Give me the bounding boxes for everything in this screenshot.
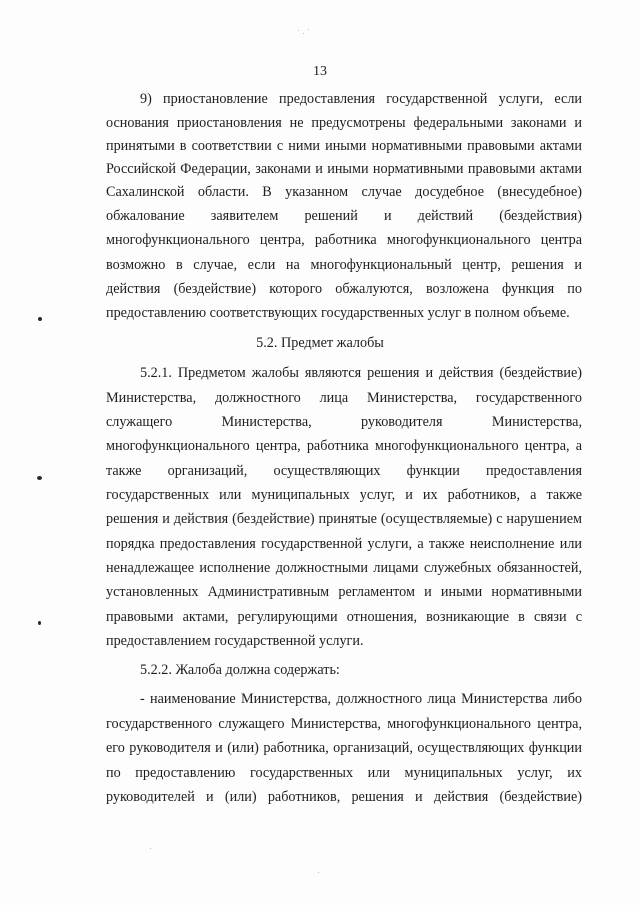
paragraph-line: 5.2.2. Жалоба должна содержать:	[140, 662, 340, 678]
paragraph-line: установленных Административным регламентом и иными нормативными	[106, 584, 582, 600]
paragraph-line: Российской Федерации, законами и иными нормативными правовыми актами	[106, 161, 582, 177]
paragraph-line: решения и действия (бездействие) принятые (осуществляемые) с нарушением	[106, 511, 582, 527]
paragraph-line: ненадлежащее исполнение должностными лицами служебных обязанностей,	[106, 560, 582, 576]
paragraph-line: возможно в случае, если на многофункциональный центр, решения и	[106, 257, 582, 273]
paragraph-line: государственных или муниципальных услуг, и их работников, а также	[106, 487, 582, 503]
paragraph-line: правовыми актами, регулирующими отношения, возникающие в связи с	[106, 609, 582, 625]
paragraph-line: Сахалинской области. В указанном случае досудебное (внесудебное)	[106, 184, 582, 200]
paragraph-line: 5.2.1. Предметом жалобы являются решения и действия (бездействие)	[140, 365, 582, 381]
scan-speck	[298, 30, 299, 31]
paragraph-line: также организаций, осуществляющих функции предоставления	[106, 463, 582, 479]
paragraph-line: действия (бездействие) которого обжалуются, возложена функция по	[106, 281, 582, 297]
paragraph-line: его руководителя и (или) работника, организаций, осуществляющих функции	[106, 740, 582, 756]
paragraph-line: порядка предоставления государственной услуги, а также неисполнение или	[106, 536, 582, 552]
page-number: 13	[313, 64, 327, 79]
punch-hole-mark	[38, 621, 41, 625]
section-heading: 5.2. Предмет жалобы	[256, 335, 384, 351]
paragraph-line: предоставлению соответствующих государственных услуг в полном объеме.	[106, 305, 570, 321]
paragraph-line: 9) приостановление предоставления государственной услуги, если	[140, 91, 582, 107]
paragraph-line: многофункционального центра, работника многофункционального центра	[106, 232, 582, 248]
scan-speck	[318, 872, 319, 873]
scan-speck	[308, 29, 309, 30]
paragraph-line: Министерства, должностного лица Министерства, государственного	[106, 390, 582, 406]
paragraph-line: руководителей и (или) работников, решения и действия (бездействие)	[106, 789, 582, 805]
paragraph-line: многофункционального центра, работника многофункционального центра, а	[106, 438, 582, 454]
paragraph-line: обжалование заявителем решений и действий (бездействия)	[106, 208, 582, 224]
punch-hole-mark	[37, 476, 42, 480]
paragraph-line: по предоставлению государственных или муниципальных услуг, их	[106, 765, 582, 781]
paragraph-line: государственного служащего Министерства, многофункционального центра,	[106, 716, 582, 732]
paragraph-line: принятыми в соответствии с ними иными нормативными правовыми актами	[106, 138, 582, 154]
scan-speck	[303, 33, 304, 34]
paragraph-line: служащего Министерства, руководителя Министерства,	[106, 414, 582, 430]
punch-hole-mark	[38, 317, 42, 321]
scan-speck	[150, 848, 151, 849]
paragraph-line: - наименование Министерства, должностного лица Министерства либо	[140, 691, 582, 707]
paragraph-line: предоставлением государственной услуги.	[106, 633, 364, 649]
paragraph-line: основания приостановления не предусмотрены федеральными законами и	[106, 115, 582, 131]
